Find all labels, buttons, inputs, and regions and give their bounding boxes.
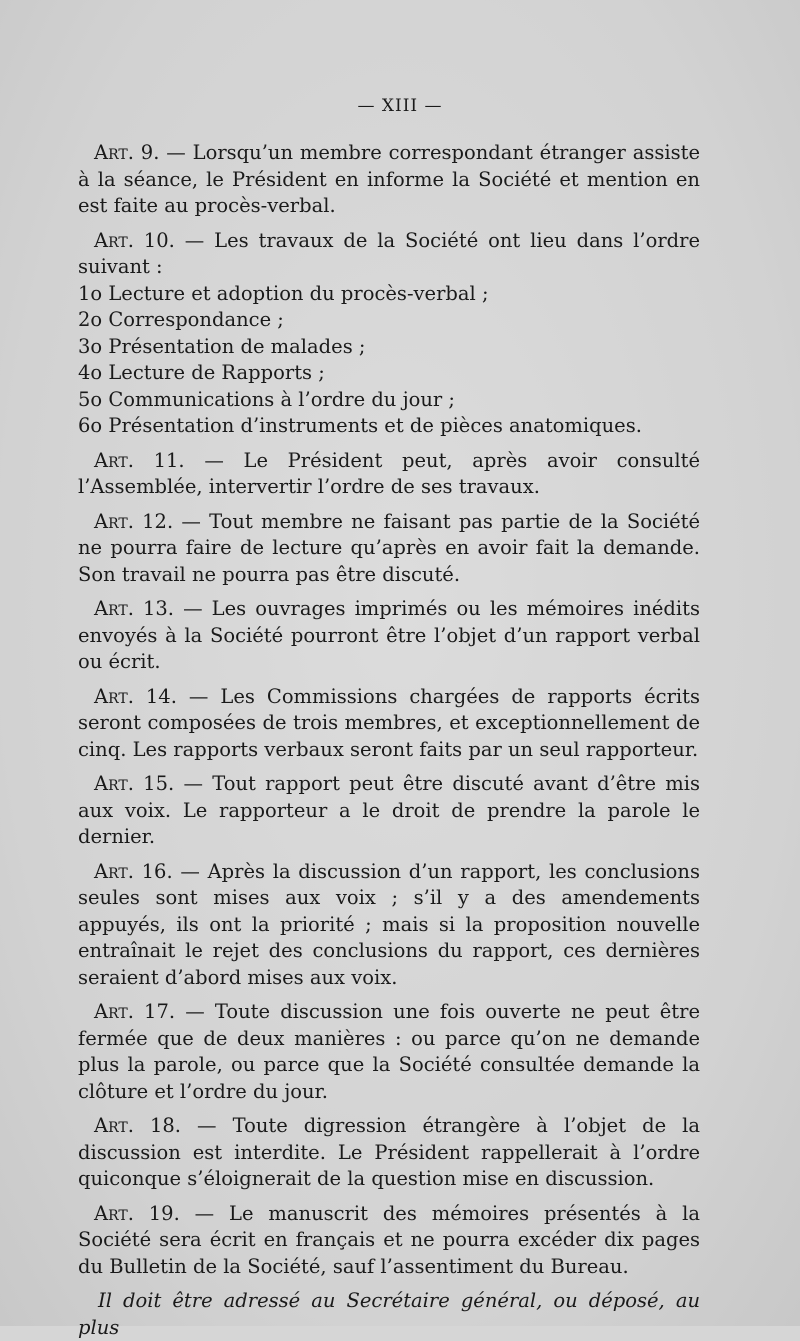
article-19 bbox=[78, 1201, 700, 1281]
article-16 bbox=[78, 859, 700, 992]
article-11 bbox=[78, 448, 700, 501]
list-item: 6o Présentation d’instruments et de pièces anatomiques. bbox=[78, 414, 642, 437]
page-number: — XIII — bbox=[357, 96, 443, 116]
article-label: Art. 12. bbox=[94, 509, 174, 533]
list-item: 1o Lecture et adoption du procès-verbal ; bbox=[78, 281, 489, 305]
article-text: — Après la discussion d’un rapport, les conclusions seules sont mises aux voix ; s’il y a des amendements appuyés, ils ont la priorité ; mais si la proposition nouvelle entraînait le rejet des conclusions du rapport, ces dernières seraient d’abord mises aux voix. bbox=[78, 859, 700, 989]
article-label: Art. 10. bbox=[94, 228, 175, 252]
article-15 bbox=[78, 771, 700, 851]
article-text: — Tout rapport peut être discuté avant d’être mis aux voix. Le rapporteur a le droit de prendre la parole le dernier. bbox=[78, 772, 700, 848]
article-12 bbox=[78, 509, 700, 589]
article-9 bbox=[78, 140, 700, 220]
article-text: — Tout membre ne faisant pas partie de la Société ne pourra faire de lecture qu’après en avoir fait la demande. Son travail ne pourra pas être discuté. bbox=[78, 509, 701, 586]
article-label: Art. 9. bbox=[94, 141, 160, 164]
article-text: — Le Président peut, après avoir consulté l’Assemblée, intervertir l’ordre de ses travaux. bbox=[78, 448, 700, 498]
article-text: — Toute digression étrangère à l’objet de la discussion est interdite. Le Président rappellerait à l’ordre quiconque s’éloignerait de la question mise en discussion. bbox=[78, 1114, 701, 1190]
article-text: — Lorsqu’un membre correspondant étranger assiste à la séance, le Président en informe la Société et mention en est faite au procès-verbal. bbox=[78, 141, 701, 217]
article-label: Art. 15. bbox=[94, 772, 175, 795]
article-label: Art. 14. bbox=[94, 684, 177, 708]
article-text: — Les travaux de la Société ont lieu dans l’ordre suivant : bbox=[78, 228, 701, 278]
article-label: Art. 13. bbox=[94, 597, 174, 620]
article-18 bbox=[78, 1113, 700, 1193]
article-13 bbox=[78, 596, 700, 676]
list-item: 5o Communications à l’ordre du jour ; bbox=[78, 387, 456, 411]
article-14 bbox=[78, 684, 700, 764]
list-item: 4o Lecture de Rapports ; bbox=[78, 361, 325, 384]
article-label: Art. 19. bbox=[94, 1201, 180, 1225]
article-text: — Toute discussion une fois ouverte ne peut être fermée que de deux manières : ou parce qu’on ne demande plus la parole, ou parce que la Société consultée demande la clôture et l’ordre du jour. bbox=[78, 1000, 700, 1103]
article-text: — Les Commissions chargées de rapports écrits seront composées de trois membres, et exceptionnellement de cinq. Les rapports verbaux seront faits par un seul rapporteur. bbox=[78, 684, 701, 761]
article-text: — Les ouvrages imprimés ou les mémoires inédits envoyés à la Société pourront être l’objet d’un rapport verbal ou écrit. bbox=[78, 597, 700, 673]
article-label: Art. 18. bbox=[94, 1114, 181, 1137]
document-body bbox=[78, 140, 700, 1341]
list-item: 2o Correspondance ; bbox=[78, 308, 284, 331]
article-label: Art. 16. bbox=[94, 859, 173, 883]
article-17 bbox=[78, 999, 700, 1105]
order-list bbox=[78, 281, 700, 440]
list-item: 3o Présentation de malades ; bbox=[78, 334, 366, 358]
article-label: Art. 17. bbox=[94, 1000, 176, 1023]
final-line: Il doit être adressé au Secrétaire général, ou déposé, au plus bbox=[78, 1289, 700, 1339]
article-label: Art. 11. bbox=[94, 448, 185, 472]
article-10 bbox=[78, 228, 700, 440]
article-text: — Le manuscrit des mémoires présentés à la Société sera écrit en français et ne pourra excéder dix pages du Bulletin de la Société, sauf l’assentiment du Bureau. bbox=[78, 1201, 701, 1278]
